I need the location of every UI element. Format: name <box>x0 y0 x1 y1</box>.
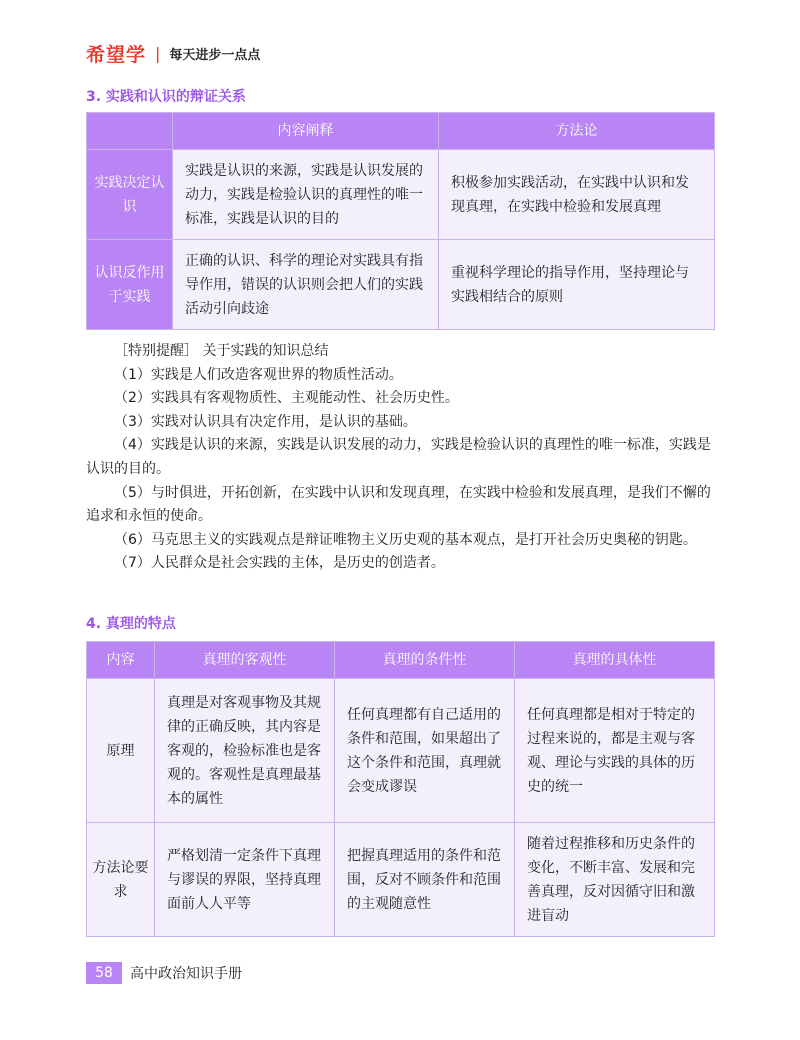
practice-cognition-table <box>86 112 715 330</box>
truth-features-table <box>86 641 715 937</box>
table-header-cell: 真理的客观性 <box>155 642 335 679</box>
reminder-item: （1）实践是人们改造客观世界的物质性活动。 <box>114 366 403 383</box>
book-title: 高中政治知识手册 <box>130 966 242 982</box>
reminder-item: （5）与时俱进，开拓创新，在实践中认识和发现真理，在实践中检验和发展真理，是我们不懈的追求和永恒的使命。 <box>86 484 711 525</box>
reminder-item: （3）实践对认识具有决定作用，是认识的基础。 <box>114 413 417 430</box>
table-row <box>87 240 715 330</box>
row-label: 实践决定认识 <box>87 150 173 240</box>
table-cell: 正确的认识、科学的理论对实践具有指导作用，错误的认识则会把人们的实践活动引向歧途 <box>173 240 439 330</box>
table-row <box>87 150 715 240</box>
table-header-row <box>87 642 715 679</box>
table-cell: 积极参加实践活动，在实践中认识和发现真理，在实践中检验和发展真理 <box>439 150 715 240</box>
reminder-item: （6）马克思主义的实践观点是辩证唯物主义历史观的基本观点，是打开社会历史奥秘的钥匙。 <box>114 531 697 548</box>
header-slogan: 每天进步一点点 <box>169 47 261 63</box>
table-header-cell <box>87 113 173 150</box>
row-label: 认识反作用于实践 <box>87 240 173 330</box>
section-title-practice-cognition: 3. 实践和认识的辩证关系 <box>86 89 246 105</box>
table-header-cell: 真理的具体性 <box>515 642 715 679</box>
table-header-cell: 内容 <box>87 642 155 679</box>
table-cell: 把握真理适用的条件和范围，反对不顾条件和范围的主观随意性 <box>335 823 515 937</box>
reminder-lead: ［特别提醒］ 关于实践的知识总结 <box>114 343 329 359</box>
table-cell: 任何真理都是相对于特定的过程来说的，都是主观与客观、理论与实践的具体的历史的统一 <box>515 679 715 823</box>
reminder-item: （4）实践是认识的来源，实践是认识发展的动力，实践是检验认识的真理性的唯一标准，实践是认识的目的。 <box>86 437 711 477</box>
table-cell: 实践是认识的来源，实践是认识发展的动力，实践是检验认识的真理性的唯一标准，实践是认识的目的 <box>173 150 439 240</box>
brand-logo: 希望学 <box>86 43 147 66</box>
table-row <box>87 679 715 823</box>
page-number: 58 <box>86 962 122 984</box>
row-label: 方法论要求 <box>87 823 155 937</box>
table-row <box>87 823 715 937</box>
table-header-cell: 方法论 <box>439 113 715 150</box>
row-label: 原理 <box>87 679 155 823</box>
page-footer <box>86 962 242 984</box>
table-header-row <box>87 113 715 150</box>
table-cell: 严格划清一定条件下真理与谬误的界限，坚持真理面前人人平等 <box>155 823 335 937</box>
header-separator: | <box>155 43 161 63</box>
table-header-cell: 内容阐释 <box>173 113 439 150</box>
section-title-truth-features: 4. 真理的特点 <box>86 616 176 632</box>
table-cell: 任何真理都有自己适用的条件和范围，如果超出了这个条件和范围，真理就会变成谬误 <box>335 679 515 823</box>
reminder-item: （7）人民群众是社会实践的主体，是历史的创造者。 <box>114 555 445 572</box>
page-header <box>86 40 260 66</box>
table-cell: 真理是对客观事物及其规律的正确反映，其内容是客观的，检验标准也是客观的。客观性是真理最基本的属性 <box>155 679 335 823</box>
table-cell: 随着过程推移和历史条件的变化，不断丰富、发展和完善真理，反对因循守旧和激进盲动 <box>515 823 715 937</box>
reminder-item: （2）实践具有客观物质性、主观能动性、社会历史性。 <box>114 390 459 407</box>
special-reminder <box>86 340 716 576</box>
table-header-cell: 真理的条件性 <box>335 642 515 679</box>
table-cell: 重视科学理论的指导作用，坚持理论与实践相结合的原则 <box>439 240 715 330</box>
